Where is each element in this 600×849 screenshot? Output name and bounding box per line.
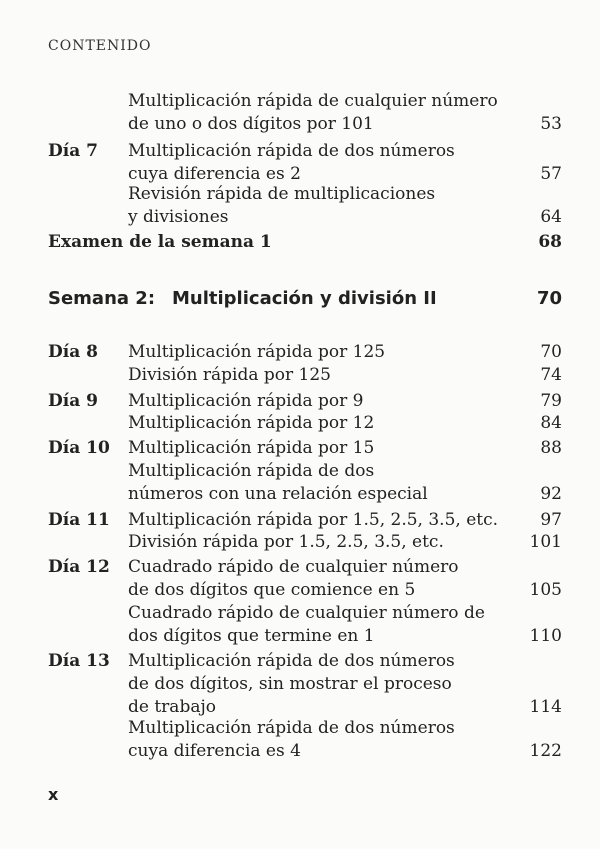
running-header: CONTENIDO <box>48 38 152 54</box>
toc-entry <box>48 602 562 648</box>
entry-title: Multiplicación rápida por 12 <box>128 413 375 433</box>
day-label: Día 11 <box>48 510 110 530</box>
toc-entry <box>48 717 562 763</box>
page-number: 70 <box>536 288 562 309</box>
toc-entry <box>48 460 562 506</box>
entry-title: Multiplicación rápida de dos números cuya diferencia es 2 <box>128 141 455 184</box>
day-label: Día 9 <box>48 391 98 411</box>
entry-title: Revisión rápida de multiplicaciones y divisiones <box>128 184 436 227</box>
page-number: 84 <box>540 413 562 433</box>
page-number: 53 <box>540 114 562 134</box>
week-heading <box>48 287 562 311</box>
entry-title: División rápida por 125 <box>128 365 331 385</box>
page-number: 97 <box>540 510 562 530</box>
toc-entry <box>48 364 562 387</box>
entry-title: Multiplicación rápida de dos números de dos dígitos, sin mostrar el proceso de trabajo <box>128 651 455 717</box>
toc-entry <box>48 531 562 554</box>
toc-entry <box>48 183 562 229</box>
week-title: Multiplicación y división II <box>172 288 437 309</box>
page-number: 92 <box>540 484 562 504</box>
day-label: Día 12 <box>48 557 110 577</box>
page-number: 101 <box>529 532 562 552</box>
entry-title: Multiplicación rápida por 15 <box>128 438 375 458</box>
toc-entry <box>48 412 562 435</box>
entry-title: Multiplicación rápida de dos números con una relación especial <box>128 461 428 504</box>
entry-title: Cuadrado rápido de cualquier número de dos dígitos que comience en 5 <box>128 557 459 600</box>
toc-entry <box>48 90 562 136</box>
day-label: Día 8 <box>48 342 98 362</box>
entry-title: Multiplicación rápida por 9 <box>128 391 364 411</box>
toc-entry <box>48 650 562 719</box>
page-number: 88 <box>540 438 562 458</box>
entry-title: Multiplicación rápida por 125 <box>128 342 386 362</box>
toc-entry <box>48 556 562 602</box>
page-number: 105 <box>529 580 562 600</box>
toc-entry <box>48 140 562 186</box>
page-number: 70 <box>540 342 562 362</box>
page-number: 68 <box>538 232 562 252</box>
toc-entry <box>48 390 562 413</box>
page-number: 57 <box>540 164 562 184</box>
day-label: Día 10 <box>48 438 110 458</box>
page-number: 110 <box>529 626 562 646</box>
entry-title: Multiplicación rápida de dos números cuya diferencia es 4 <box>128 718 455 761</box>
page-number: 79 <box>540 391 562 411</box>
page-number: 74 <box>540 365 562 385</box>
entry-title: Multiplicación rápida de cualquier número de uno o dos dígitos por 101 <box>128 91 498 134</box>
entry-title: Multiplicación rápida por 1.5, 2.5, 3.5, etc. <box>128 510 499 530</box>
page-number: 122 <box>529 741 562 761</box>
page-number: 64 <box>540 207 562 227</box>
toc-entry <box>48 437 562 460</box>
entry-title: División rápida por 1.5, 2.5, 3.5, etc. <box>128 532 444 552</box>
day-label: Día 7 <box>48 141 98 161</box>
exam-label: Examen de la semana 1 <box>48 232 272 252</box>
exam-entry <box>48 231 562 254</box>
toc-entry <box>48 509 562 532</box>
entry-title: Cuadrado rápido de cualquier número de dos dígitos que termine en 1 <box>128 603 485 646</box>
day-label: Día 13 <box>48 651 110 671</box>
toc-entry <box>48 341 562 364</box>
page-folio: x <box>48 785 59 804</box>
page-number: 114 <box>529 697 562 717</box>
week-number: Semana 2: <box>48 288 156 309</box>
